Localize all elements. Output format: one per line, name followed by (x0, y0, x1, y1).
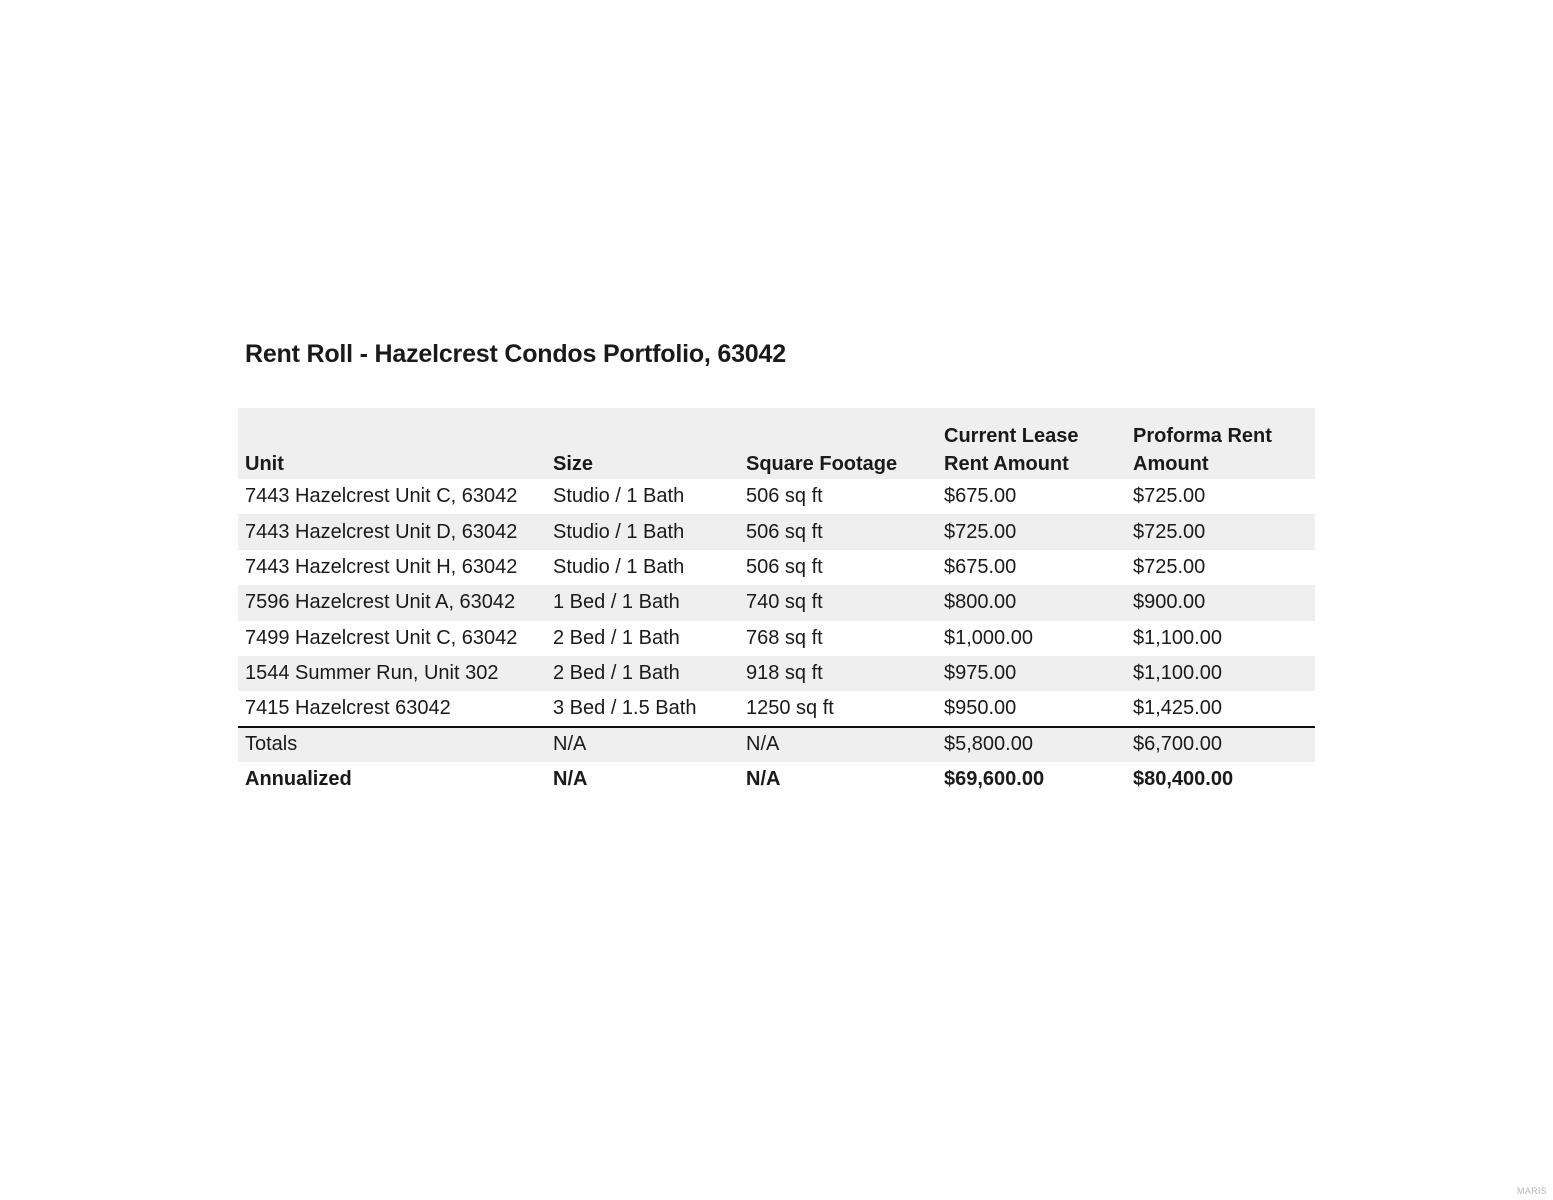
cell-current-rent: $675.00 (944, 485, 1017, 508)
rent-roll-table (238, 408, 1315, 798)
page-title: Rent Roll - Hazelcrest Condos Portfolio, 63042 (245, 340, 786, 368)
cell-current-rent: $950.00 (944, 697, 1017, 720)
cell-proforma-rent: $900.00 (1133, 591, 1206, 614)
cell-unit: 7499 Hazelcrest Unit C, 63042 (245, 626, 518, 649)
table-row (238, 691, 1315, 726)
totals-square-footage: N/A (746, 733, 780, 756)
cell-square-footage: 506 sq ft (746, 485, 823, 508)
cell-proforma-rent: $725.00 (1133, 485, 1206, 508)
annualized-square-footage: N/A (746, 768, 781, 791)
cell-unit: 7443 Hazelcrest Unit D, 63042 (245, 520, 518, 543)
table-row (238, 514, 1315, 549)
cell-current-rent: $1,000.00 (944, 626, 1033, 649)
annualized-proforma-rent: $80,400.00 (1133, 768, 1234, 791)
cell-unit: 1544 Summer Run, Unit 302 (245, 662, 499, 685)
cell-unit: 7443 Hazelcrest Unit C, 63042 (245, 485, 518, 508)
table-row (238, 550, 1315, 585)
totals-current-rent: $5,800.00 (944, 733, 1033, 756)
cell-square-footage: 506 sq ft (746, 520, 823, 543)
cell-unit: 7415 Hazelcrest 63042 (245, 697, 451, 720)
cell-size: 2 Bed / 1 Bath (553, 662, 680, 685)
table-row (238, 585, 1315, 620)
watermark-text: MARIS (1516, 1186, 1547, 1196)
header-current-lease-rent: Current Lease Rent Amount (944, 425, 1079, 475)
header-proforma-rent: Proforma Rent Amount (1133, 425, 1272, 475)
cell-square-footage: 918 sq ft (746, 662, 823, 685)
annualized-current-rent: $69,600.00 (944, 768, 1045, 791)
table-row (238, 621, 1315, 656)
cell-square-footage: 1250 sq ft (746, 697, 834, 720)
cell-square-footage: 740 sq ft (746, 591, 823, 614)
cell-size: Studio / 1 Bath (553, 555, 685, 578)
cell-unit: 7596 Hazelcrest Unit A, 63042 (245, 591, 516, 614)
header-unit: Unit (245, 453, 284, 475)
table-row (238, 479, 1315, 514)
cell-proforma-rent: $725.00 (1133, 555, 1206, 578)
cell-size: Studio / 1 Bath (553, 485, 685, 508)
table-header-row (238, 408, 1315, 479)
header-size: Size (553, 453, 594, 475)
cell-proforma-rent: $1,100.00 (1133, 626, 1222, 649)
totals-row (238, 727, 1315, 762)
cell-unit: 7443 Hazelcrest Unit H, 63042 (245, 555, 518, 578)
cell-size: Studio / 1 Bath (553, 520, 685, 543)
header-square-footage: Square Footage (746, 453, 898, 475)
cell-current-rent: $675.00 (944, 555, 1017, 578)
cell-size: 1 Bed / 1 Bath (553, 591, 680, 614)
cell-proforma-rent: $1,100.00 (1133, 662, 1222, 685)
totals-size: N/A (553, 733, 587, 756)
annualized-row (238, 762, 1315, 797)
cell-proforma-rent: $1,425.00 (1133, 697, 1222, 720)
totals-proforma-rent: $6,700.00 (1133, 733, 1222, 756)
cell-current-rent: $725.00 (944, 520, 1017, 543)
totals-label: Totals (245, 733, 298, 756)
cell-current-rent: $975.00 (944, 662, 1017, 685)
cell-square-footage: 506 sq ft (746, 555, 823, 578)
annualized-size: N/A (553, 768, 588, 791)
cell-proforma-rent: $725.00 (1133, 520, 1206, 543)
annualized-label: Annualized (245, 768, 352, 791)
cell-current-rent: $800.00 (944, 591, 1017, 614)
cell-square-footage: 768 sq ft (746, 626, 823, 649)
cell-size: 2 Bed / 1 Bath (553, 626, 680, 649)
table-row (238, 656, 1315, 691)
cell-size: 3 Bed / 1.5 Bath (553, 697, 697, 720)
